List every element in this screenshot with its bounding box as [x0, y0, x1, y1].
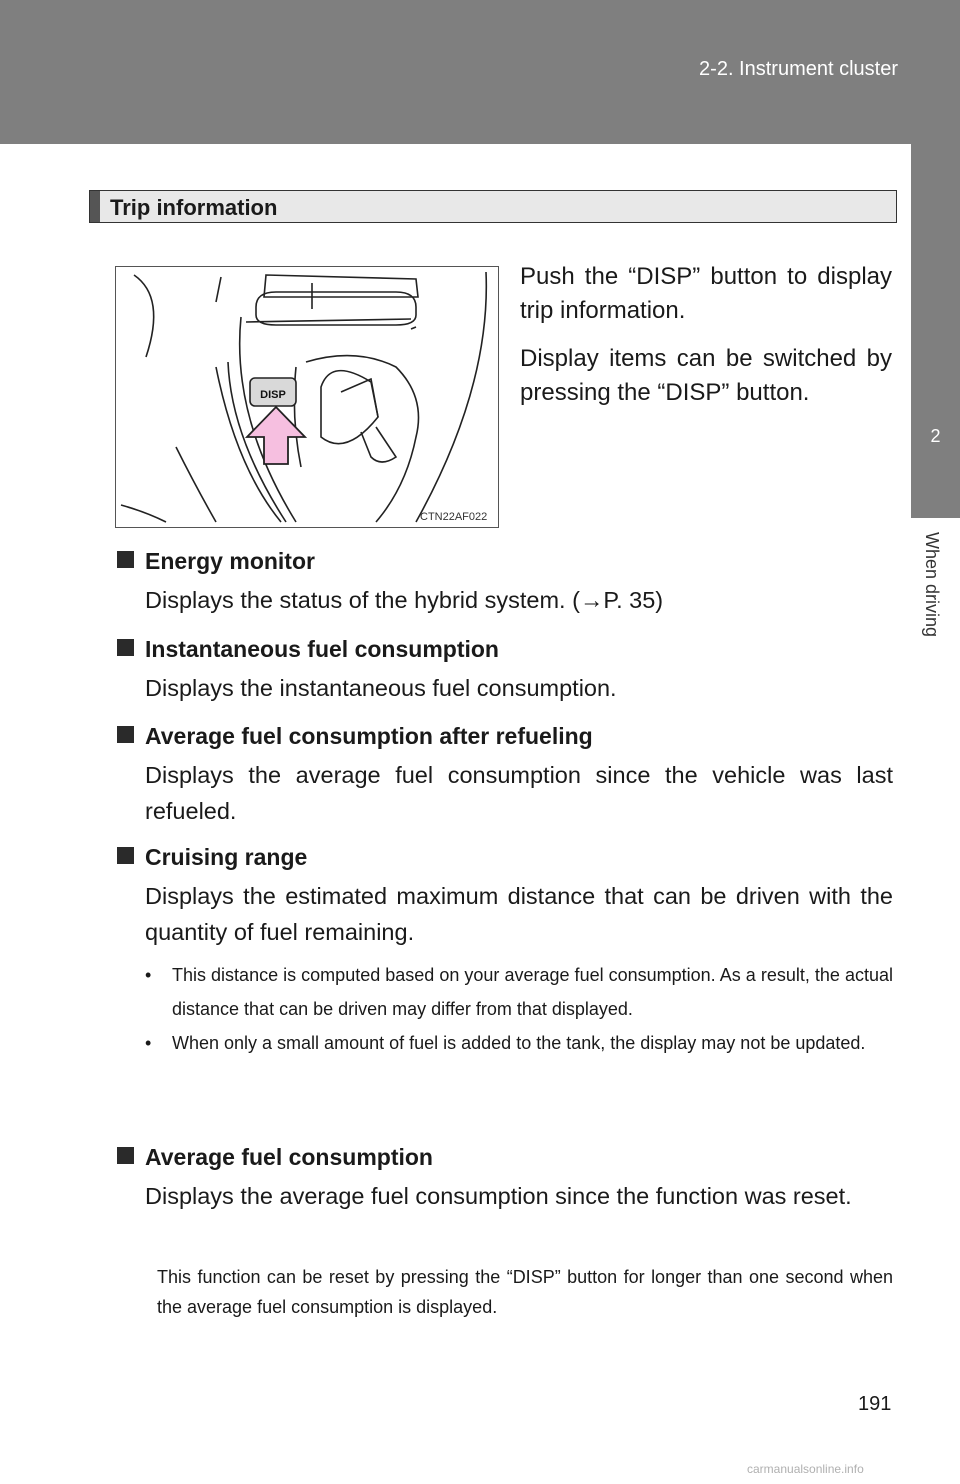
- item-body: Displays the status of the hybrid system. (→P. 35): [145, 587, 664, 613]
- bullet-dot-icon: •: [145, 1033, 152, 1053]
- item-energy-monitor: [117, 546, 893, 618]
- list-item: • When only a small amount of fuel is added to the tank, the display may not be updated.: [145, 1026, 893, 1060]
- item-body: Displays the estimated maximum distance that can be driven with the quantity of fuel remaining.: [145, 883, 893, 945]
- disp-button-illustration: [115, 266, 499, 528]
- item-heading: Average fuel consumption: [145, 1144, 433, 1170]
- steering-wheel-drawing: [116, 267, 497, 526]
- item-heading: Instantaneous fuel consumption: [145, 636, 499, 662]
- intro-paragraph-1: Push the “DISP” button to display trip information.: [520, 263, 892, 324]
- section-title: Trip information: [110, 195, 278, 220]
- item-instantaneous-fuel: [117, 634, 893, 706]
- item-average-after-refueling: [117, 721, 893, 829]
- header-section-title: 2-2. Instrument cluster: [699, 58, 898, 80]
- item-body: Displays the average fuel consumption since the function was reset.: [145, 1183, 852, 1209]
- item-heading: Energy monitor: [145, 548, 315, 574]
- square-bullet-icon: [117, 551, 134, 568]
- disp-button-label: DISP: [260, 389, 286, 401]
- chapter-tab-label: When driving: [922, 532, 942, 638]
- reset-note: This function can be reset by pressing the “DISP” button for longer than one second when the average fuel consumption is displayed.: [157, 1267, 893, 1317]
- section-heading-box: [89, 190, 897, 223]
- item-body: Displays the average fuel consumption since the vehicle was last refueled.: [145, 762, 893, 824]
- item-heading: Cruising range: [145, 844, 308, 870]
- square-bullet-icon: [117, 639, 134, 656]
- square-bullet-icon: [117, 847, 134, 864]
- figure-code: CTN22AF022: [420, 511, 488, 523]
- section-heading-bar: [90, 191, 100, 222]
- list-item: • This distance is computed based on your average fuel consumption. As a result, the actual distance that can be driven may differ from that displayed.: [145, 958, 893, 1026]
- push-arrow-icon: [247, 407, 305, 464]
- intro-paragraph-2: Display items can be switched by pressing the “DISP” button.: [520, 345, 892, 406]
- item-heading: Average fuel consumption after refueling: [145, 723, 593, 749]
- item-average-fuel: [117, 1142, 893, 1214]
- item-body: Displays the instantaneous fuel consumption.: [145, 675, 617, 701]
- bullet-dot-icon: •: [145, 965, 152, 985]
- square-bullet-icon: [117, 1147, 134, 1164]
- chapter-tab-number: 2: [930, 426, 941, 446]
- chapter-tab: [911, 144, 960, 518]
- page-number: 191: [858, 1393, 892, 1415]
- square-bullet-icon: [117, 726, 134, 743]
- watermark: carmanualsonline.info: [747, 1462, 864, 1476]
- cruising-range-notes: [145, 958, 893, 1060]
- item-cruising-range: [117, 842, 893, 950]
